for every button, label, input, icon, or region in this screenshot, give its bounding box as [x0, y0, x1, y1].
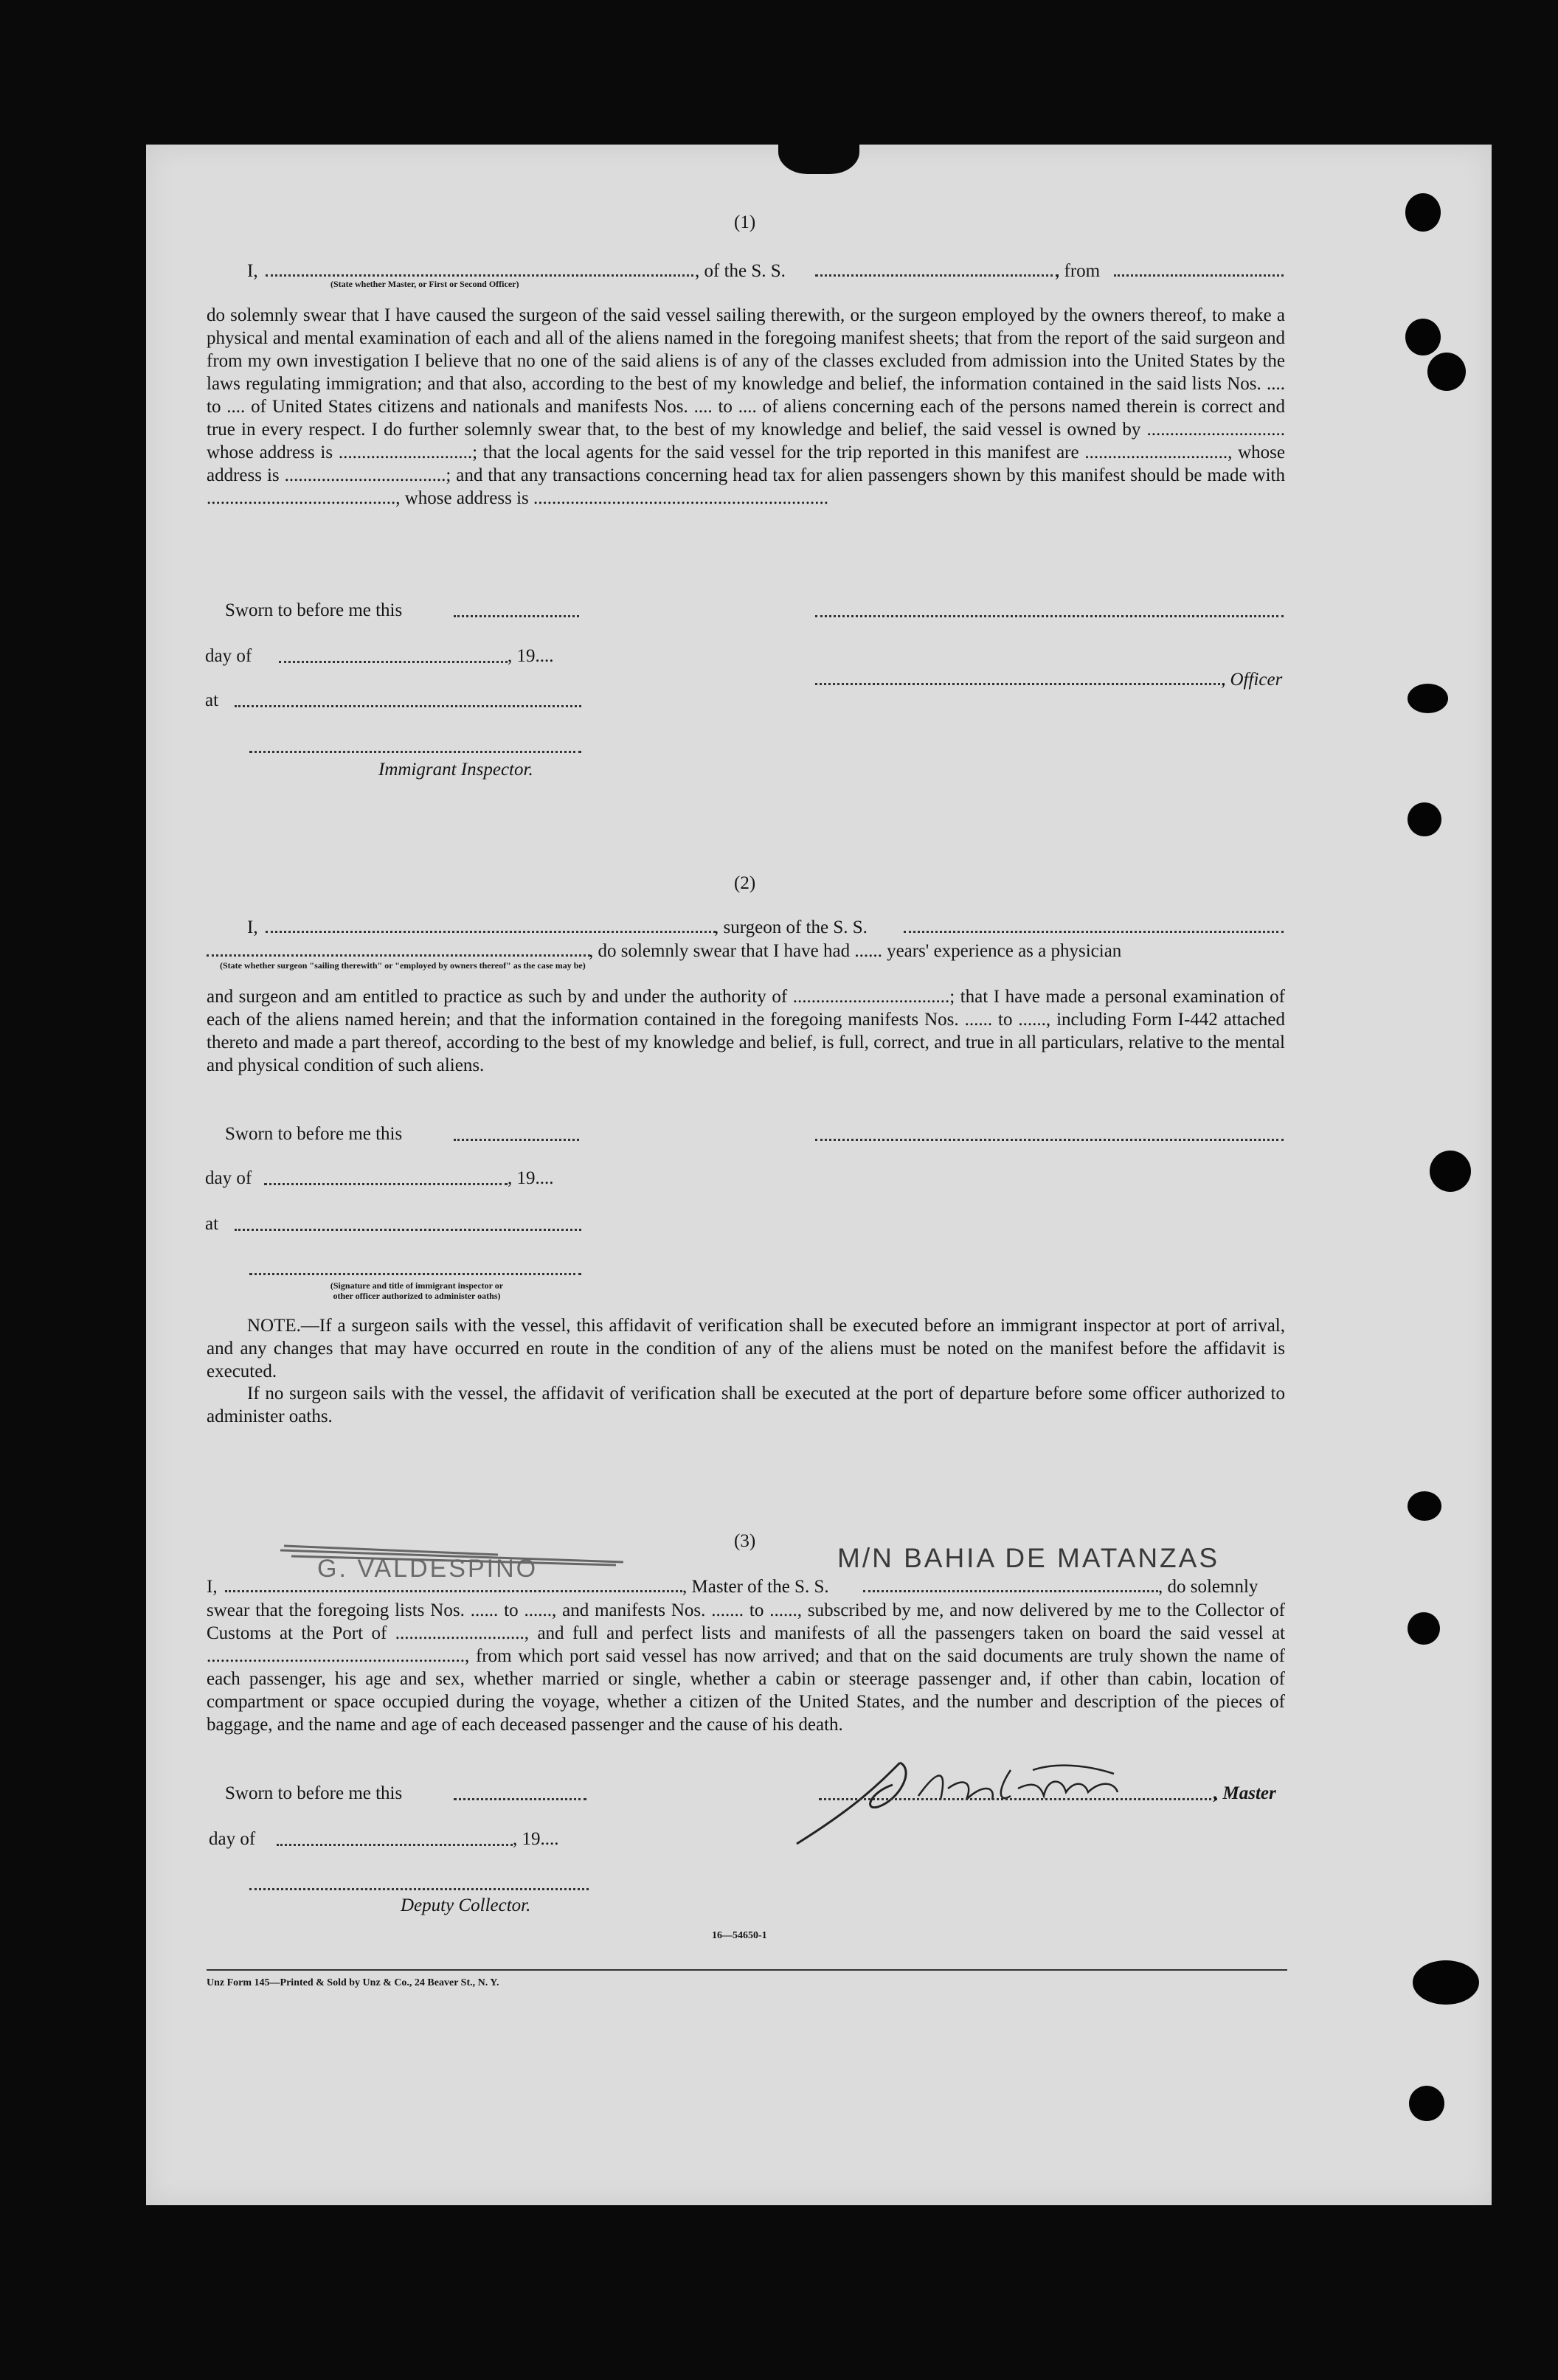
master-of-ss-label: , Master of the S. S.	[682, 1577, 829, 1597]
master-vessel-blank	[863, 1590, 1158, 1592]
vessel-name-stamp: M/N BAHIA DE MATANZAS	[837, 1543, 1220, 1573]
section-2-number: (2)	[734, 873, 756, 893]
from-blank	[1114, 274, 1284, 277]
sworn-blank	[454, 1139, 579, 1141]
inspector-sig-blank	[249, 751, 581, 753]
name-blank	[266, 274, 693, 277]
section-1-i: I,	[247, 261, 258, 281]
stamp-strikethrough	[277, 1541, 631, 1571]
surgeon-sig-blank	[815, 1139, 1284, 1141]
of-ss-label: , of the S. S.	[695, 261, 786, 281]
punch-hole	[1405, 319, 1441, 355]
punch-hole	[1408, 802, 1441, 836]
do-solemnly-label: , do solemnly	[1158, 1577, 1258, 1597]
master-name-blank	[225, 1590, 682, 1592]
day-blank	[279, 661, 508, 663]
sworn-label: Sworn to before me this	[225, 1124, 403, 1144]
punch-hole	[1413, 1960, 1479, 2005]
punch-hole	[1409, 2086, 1444, 2121]
day-of-label: day of	[209, 1829, 256, 1849]
sworn-blank	[454, 615, 579, 617]
day-of-label: day of	[205, 646, 252, 666]
signature-note-line-2: other officer authorized to administer oaths)	[333, 1291, 501, 1301]
vessel-blank	[815, 274, 1059, 277]
form-number: 16—54650-1	[712, 1930, 767, 1941]
section-1-body: do solemnly swear that I have caused the surgeon of the said vessel sailing therewith, or the surgeon employed by the owners thereof, to make a physical and mental examination of each and all of the aliens named in the foregoing manifest sheets; that from the report of the said surgeon and from my own investigation I believe that no one of the said aliens is of any of the classes excluded from admission into the United States by the laws regulating immigration; and that also, according to the best of my knowledge and belief, the information contained in the said lists Nos. .... to .... of United States citizens and nationals and manifests Nos. .... to .... of aliens concerning each of the persons named therein is correct and true in every respect. I do further solemnly swear that, to the best of my knowledge and belief, the said vessel is owned by .............................. whose address is .............................; that the local agents for the said vessel for the trip reported in this manifest are ..............................., whose address is ...................................; and that any transactions concerning head tax for alien passengers shown by this manifest should be made with ........................................., whose address is ................................................................	[207, 305, 1285, 508]
master-sig-blank	[819, 1798, 1217, 1800]
deputy-sig-blank	[249, 1888, 589, 1890]
section-3-number: (3)	[734, 1531, 756, 1551]
inspector-sig-blank	[249, 1273, 581, 1275]
master-signature	[789, 1755, 1173, 1851]
punch-hole	[1408, 1491, 1441, 1521]
punch-hole	[1408, 1612, 1440, 1645]
punch-hole	[1405, 193, 1441, 232]
at-label: at	[205, 690, 219, 710]
sworn-label: Sworn to before me this	[225, 600, 403, 620]
surgeon-name-blank	[266, 931, 716, 933]
day-blank	[264, 1183, 508, 1185]
officer-type-note: (State whether Master, or First or Second Officer)	[330, 279, 519, 289]
deputy-collector-label: Deputy Collector.	[401, 1895, 531, 1915]
inspector-label: Immigrant Inspector.	[378, 760, 533, 780]
officer-sig-blank	[815, 615, 1284, 617]
punch-hole	[1430, 1151, 1471, 1192]
punch-hole	[1427, 353, 1466, 391]
note-paragraph-1: NOTE.—If a surgeon sails with the vessel, this affidavit of verification shall be executed before an immigrant inspector at port of arrival, and any changes that may have occurred en route in the condition of any of the aliens must be noted on the manifest before the affidavit is executed.	[207, 1316, 1285, 1381]
from-label: , from	[1055, 261, 1101, 281]
surgeon-vessel-blank	[904, 931, 1284, 933]
surgeon-type-note: (State whether surgeon "sailing therewith" or "employed by owners thereof" as the case may be)	[220, 960, 586, 971]
day-blank	[277, 1844, 513, 1846]
master-label: , Master	[1213, 1783, 1276, 1803]
note-paragraph-2: If no surgeon sails with the vessel, the affidavit of verification shall be executed at the port of departure before some officer authorized to administer oaths.	[207, 1384, 1285, 1426]
footer-rule	[207, 1969, 1287, 1971]
year-label: , 19....	[513, 1829, 559, 1849]
year-label: , 19....	[508, 1168, 554, 1188]
sworn-blank	[454, 1798, 586, 1800]
punch-hole	[1408, 684, 1448, 713]
signature-note	[266, 1280, 568, 1301]
officer-name-blank	[815, 683, 1225, 685]
surgeon-of-ss-label: , surgeon of the S. S.	[714, 917, 868, 937]
at-blank	[235, 705, 581, 707]
signature-note-line-1: (Signature and title of immigrant inspector or	[330, 1280, 504, 1291]
paper-tear	[778, 145, 859, 174]
sworn-label: Sworn to before me this	[225, 1783, 403, 1803]
surgeon-type-blank	[207, 954, 590, 957]
year-label: , 19....	[508, 646, 554, 666]
at-label: at	[205, 1214, 219, 1234]
officer-label: , Officer	[1221, 670, 1283, 690]
experience-line: , do solemnly swear that I have had ...... years' experience as a physician	[589, 941, 1122, 961]
footer-imprint: Unz Form 145—Printed & Sold by Unz & Co., 24 Beaver St., N. Y.	[207, 1977, 499, 1988]
day-of-label: day of	[205, 1168, 252, 1188]
master-name-stamp: G. VALDESPINO	[317, 1555, 539, 1583]
section-3-i: I,	[207, 1577, 218, 1597]
section-2-i: I,	[247, 917, 258, 937]
at-blank	[235, 1229, 581, 1231]
section-3-body: swear that the foregoing lists Nos. ...... to ......, and manifests Nos. ....... to ......, subscribed by me, and now delivered by me to the Collector of Customs at the Port of ............................, and full and perfect lists and manifests of all the passengers taken on board the said vessel at ........................................................, from which port said vessel has now arrived; and that on the said documents are truly shown the name of each passenger, his age and sex, whether married or single, whether a cabin or steerage passenger and, if other than cabin, location of compartment or space occupied during the voyage, whether a citizen of the United States, and the number and description of the pieces of baggage, and the name and age of each deceased passenger and the cause of his death.	[207, 1600, 1285, 1735]
section-1-number: (1)	[734, 212, 756, 232]
section-2-body: and surgeon and am entitled to practice as such by and under the authority of ..................................; that I have made a personal examination of each of the aliens named herein; and that the information contained in the foregoing manifests Nos. ...... to ......, including Form I-442 attached thereto and made a part thereof, according to the best of my knowledge and belief, is full, correct, and true in all particulars, relative to the mental and physical condition of such aliens.	[207, 987, 1285, 1075]
